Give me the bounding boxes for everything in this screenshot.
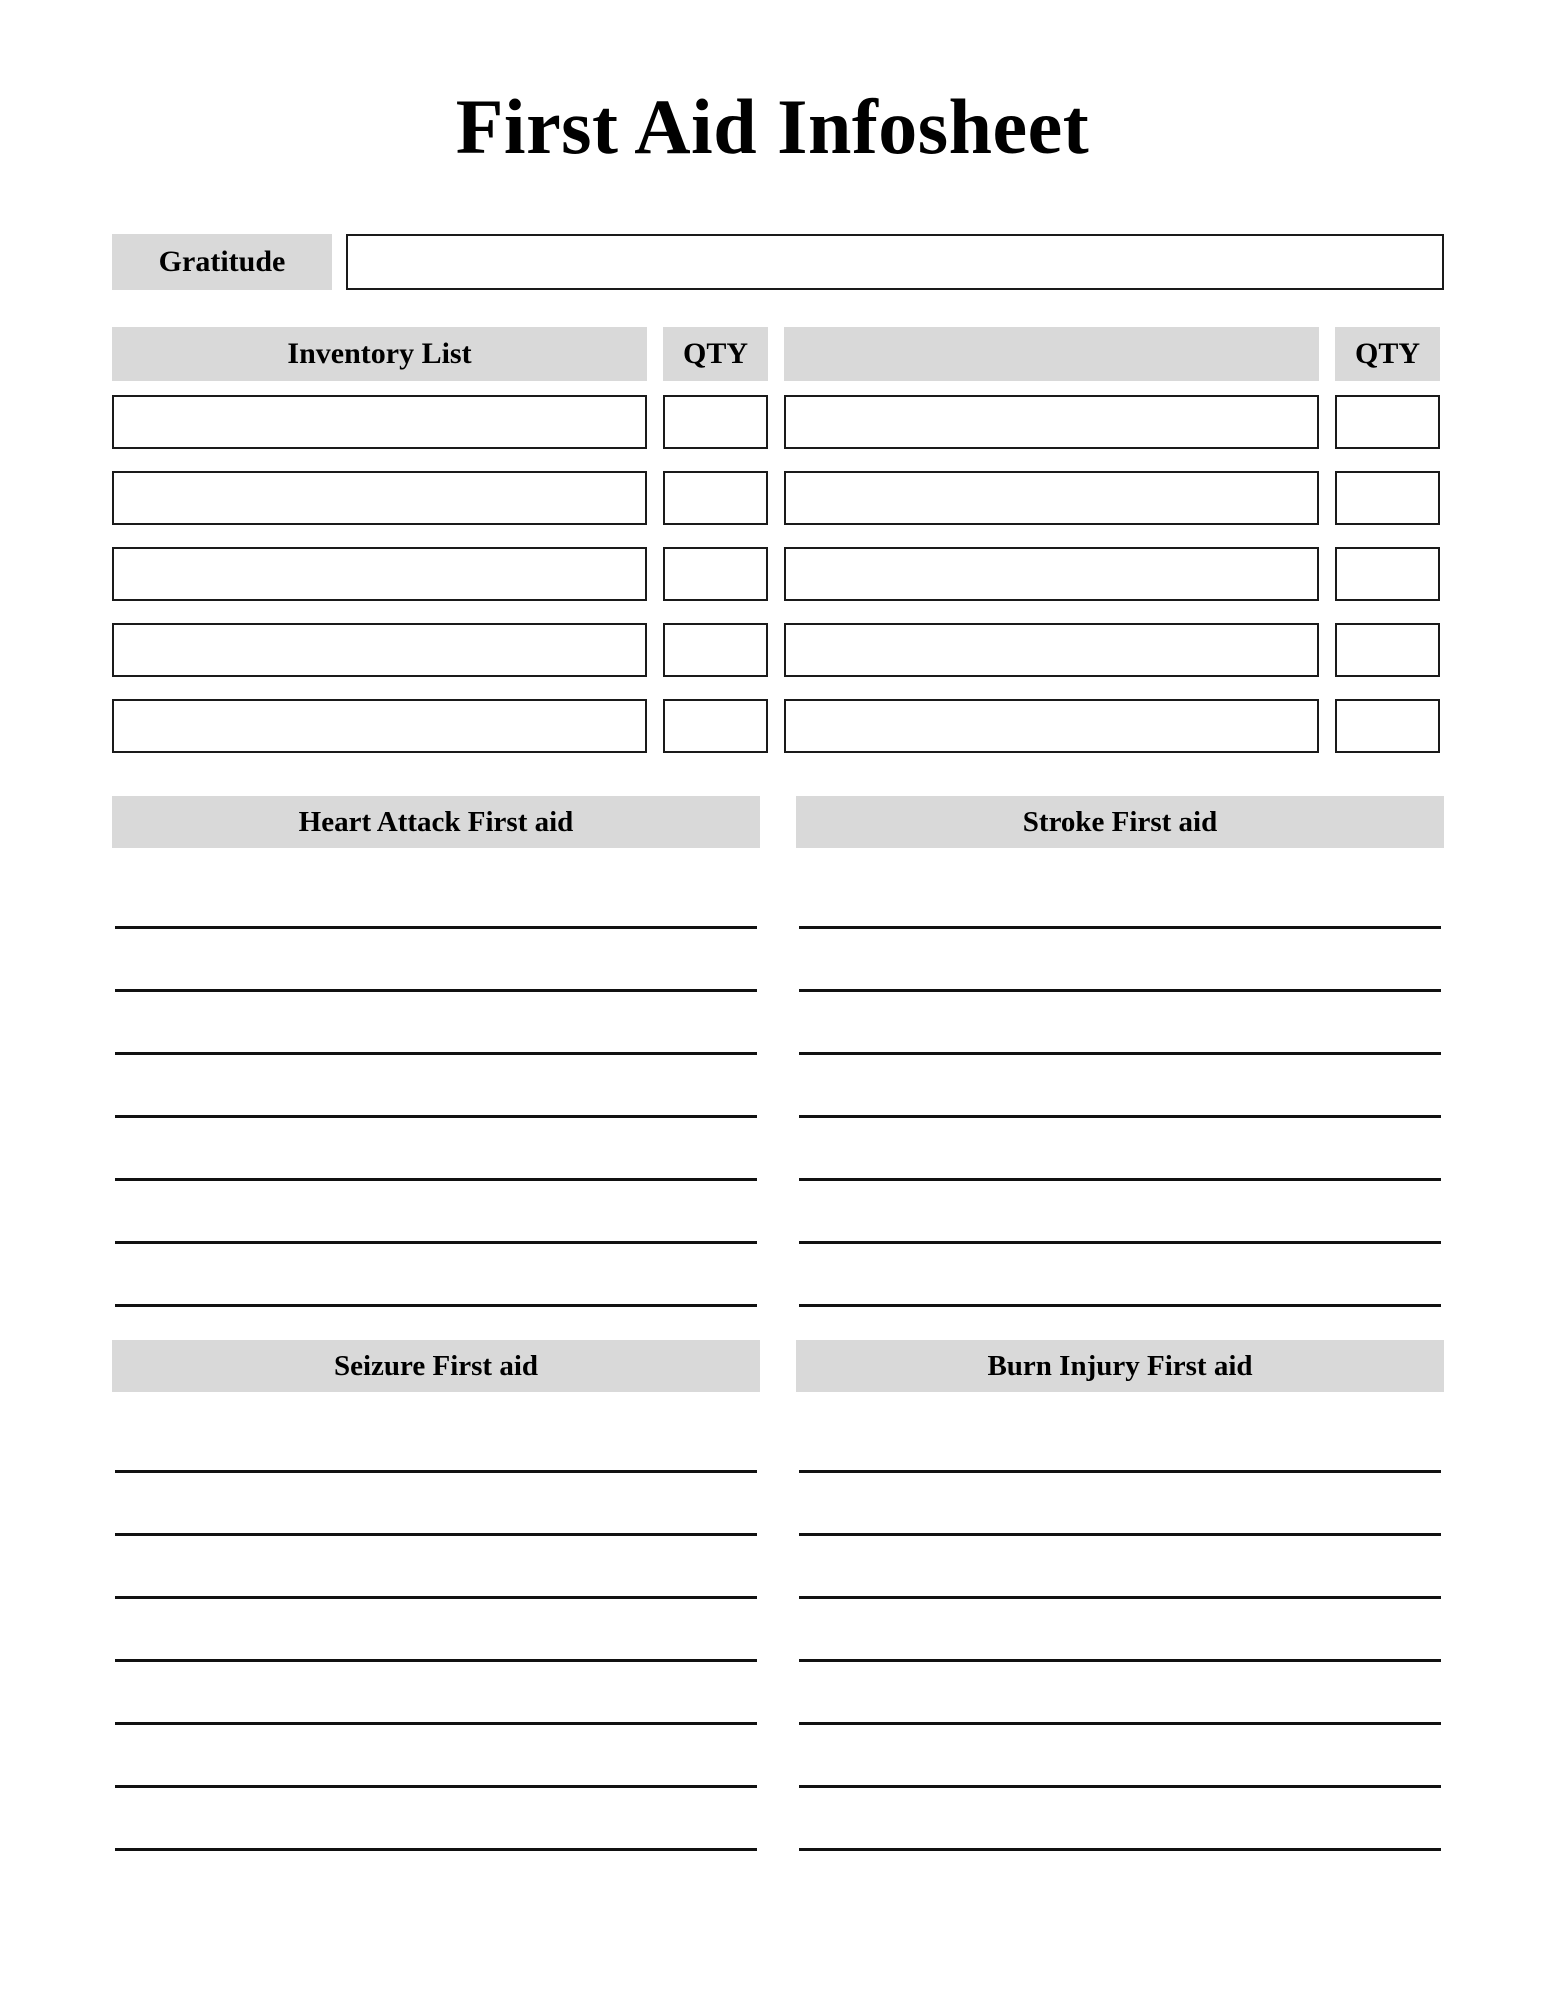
write-line[interactable] xyxy=(799,1244,1441,1307)
table-row xyxy=(112,547,1444,601)
inventory-table xyxy=(112,327,1444,775)
write-line[interactable] xyxy=(799,1055,1441,1118)
inventory-item-input[interactable] xyxy=(112,699,647,753)
inventory-qty-input[interactable] xyxy=(663,699,768,753)
write-line[interactable] xyxy=(799,866,1441,929)
write-line[interactable] xyxy=(799,1788,1441,1851)
inventory-item-input-right[interactable] xyxy=(784,395,1319,449)
inventory-item-input[interactable] xyxy=(112,623,647,677)
inventory-qty-input[interactable] xyxy=(663,395,768,449)
write-line[interactable] xyxy=(115,992,757,1055)
write-line[interactable] xyxy=(799,1662,1441,1725)
inventory-item-input-right[interactable] xyxy=(784,623,1319,677)
column-gap xyxy=(647,699,663,753)
inventory-item-input-right[interactable] xyxy=(784,471,1319,525)
write-line[interactable] xyxy=(115,1536,757,1599)
section-write-lines xyxy=(112,866,760,1307)
write-line[interactable] xyxy=(115,929,757,992)
inventory-item-input-right[interactable] xyxy=(784,547,1319,601)
column-gap xyxy=(647,327,663,381)
write-line[interactable] xyxy=(115,1181,757,1244)
inventory-item-input[interactable] xyxy=(112,547,647,601)
gratitude-row xyxy=(112,234,1444,290)
write-line[interactable] xyxy=(115,1118,757,1181)
inventory-item-input[interactable] xyxy=(112,395,647,449)
table-row xyxy=(112,395,1444,449)
inventory-qty-input[interactable] xyxy=(663,623,768,677)
write-line[interactable] xyxy=(115,1473,757,1536)
write-line[interactable] xyxy=(799,929,1441,992)
section-seizure-first-aid xyxy=(112,1340,760,1851)
section-stroke-first-aid xyxy=(796,796,1444,1307)
section-title: Heart Attack First aid xyxy=(112,796,760,848)
inventory-list-header: Inventory List xyxy=(112,327,647,381)
section-write-lines xyxy=(796,1410,1444,1851)
write-line[interactable] xyxy=(799,1118,1441,1181)
inventory-header-row xyxy=(112,327,1444,381)
column-gap xyxy=(768,547,784,601)
column-gap xyxy=(1319,395,1335,449)
column-gap xyxy=(768,623,784,677)
column-gap xyxy=(1319,327,1335,381)
column-gap xyxy=(1319,471,1335,525)
inventory-item-input-right[interactable] xyxy=(784,699,1319,753)
gratitude-input[interactable] xyxy=(346,234,1444,290)
write-line[interactable] xyxy=(115,1244,757,1307)
write-line[interactable] xyxy=(799,1725,1441,1788)
inventory-qty-input[interactable] xyxy=(663,471,768,525)
column-gap xyxy=(1319,547,1335,601)
section-title: Seizure First aid xyxy=(112,1340,760,1392)
table-row xyxy=(112,623,1444,677)
inventory-qty-header-right: QTY xyxy=(1335,327,1440,381)
column-gap xyxy=(768,471,784,525)
inventory-qty-input-right[interactable] xyxy=(1335,471,1440,525)
section-title: Stroke First aid xyxy=(796,796,1444,848)
write-line[interactable] xyxy=(799,1599,1441,1662)
write-line[interactable] xyxy=(115,1662,757,1725)
write-line[interactable] xyxy=(115,866,757,929)
column-gap xyxy=(768,327,784,381)
section-title: Burn Injury First aid xyxy=(796,1340,1444,1392)
page-title: First Aid Infosheet xyxy=(455,83,1090,170)
column-gap xyxy=(647,623,663,677)
inventory-qty-input-right[interactable] xyxy=(1335,623,1440,677)
write-line[interactable] xyxy=(115,1055,757,1118)
column-gap xyxy=(768,699,784,753)
column-gap xyxy=(1319,623,1335,677)
column-gap xyxy=(647,395,663,449)
write-line[interactable] xyxy=(115,1788,757,1851)
write-line[interactable] xyxy=(115,1599,757,1662)
table-row xyxy=(112,699,1444,753)
inventory-qty-input-right[interactable] xyxy=(1335,699,1440,753)
inventory-item-input[interactable] xyxy=(112,471,647,525)
gratitude-label: Gratitude xyxy=(112,234,332,290)
write-line[interactable] xyxy=(115,1725,757,1788)
section-write-lines xyxy=(796,866,1444,1307)
write-line[interactable] xyxy=(799,1181,1441,1244)
column-gap xyxy=(647,547,663,601)
write-line[interactable] xyxy=(799,992,1441,1055)
table-row xyxy=(112,471,1444,525)
inventory-list-header-right xyxy=(784,327,1319,381)
inventory-qty-input-right[interactable] xyxy=(1335,547,1440,601)
write-line[interactable] xyxy=(115,1410,757,1473)
write-line[interactable] xyxy=(799,1410,1441,1473)
inventory-qty-input-right[interactable] xyxy=(1335,395,1440,449)
column-gap xyxy=(647,471,663,525)
column-gap xyxy=(768,395,784,449)
inventory-qty-header-left: QTY xyxy=(663,327,768,381)
section-heart-attack-first-aid xyxy=(112,796,760,1307)
section-write-lines xyxy=(112,1410,760,1851)
write-line[interactable] xyxy=(799,1473,1441,1536)
section-burn-injury-first-aid xyxy=(796,1340,1444,1851)
column-gap xyxy=(1319,699,1335,753)
write-line[interactable] xyxy=(799,1536,1441,1599)
inventory-qty-input[interactable] xyxy=(663,547,768,601)
